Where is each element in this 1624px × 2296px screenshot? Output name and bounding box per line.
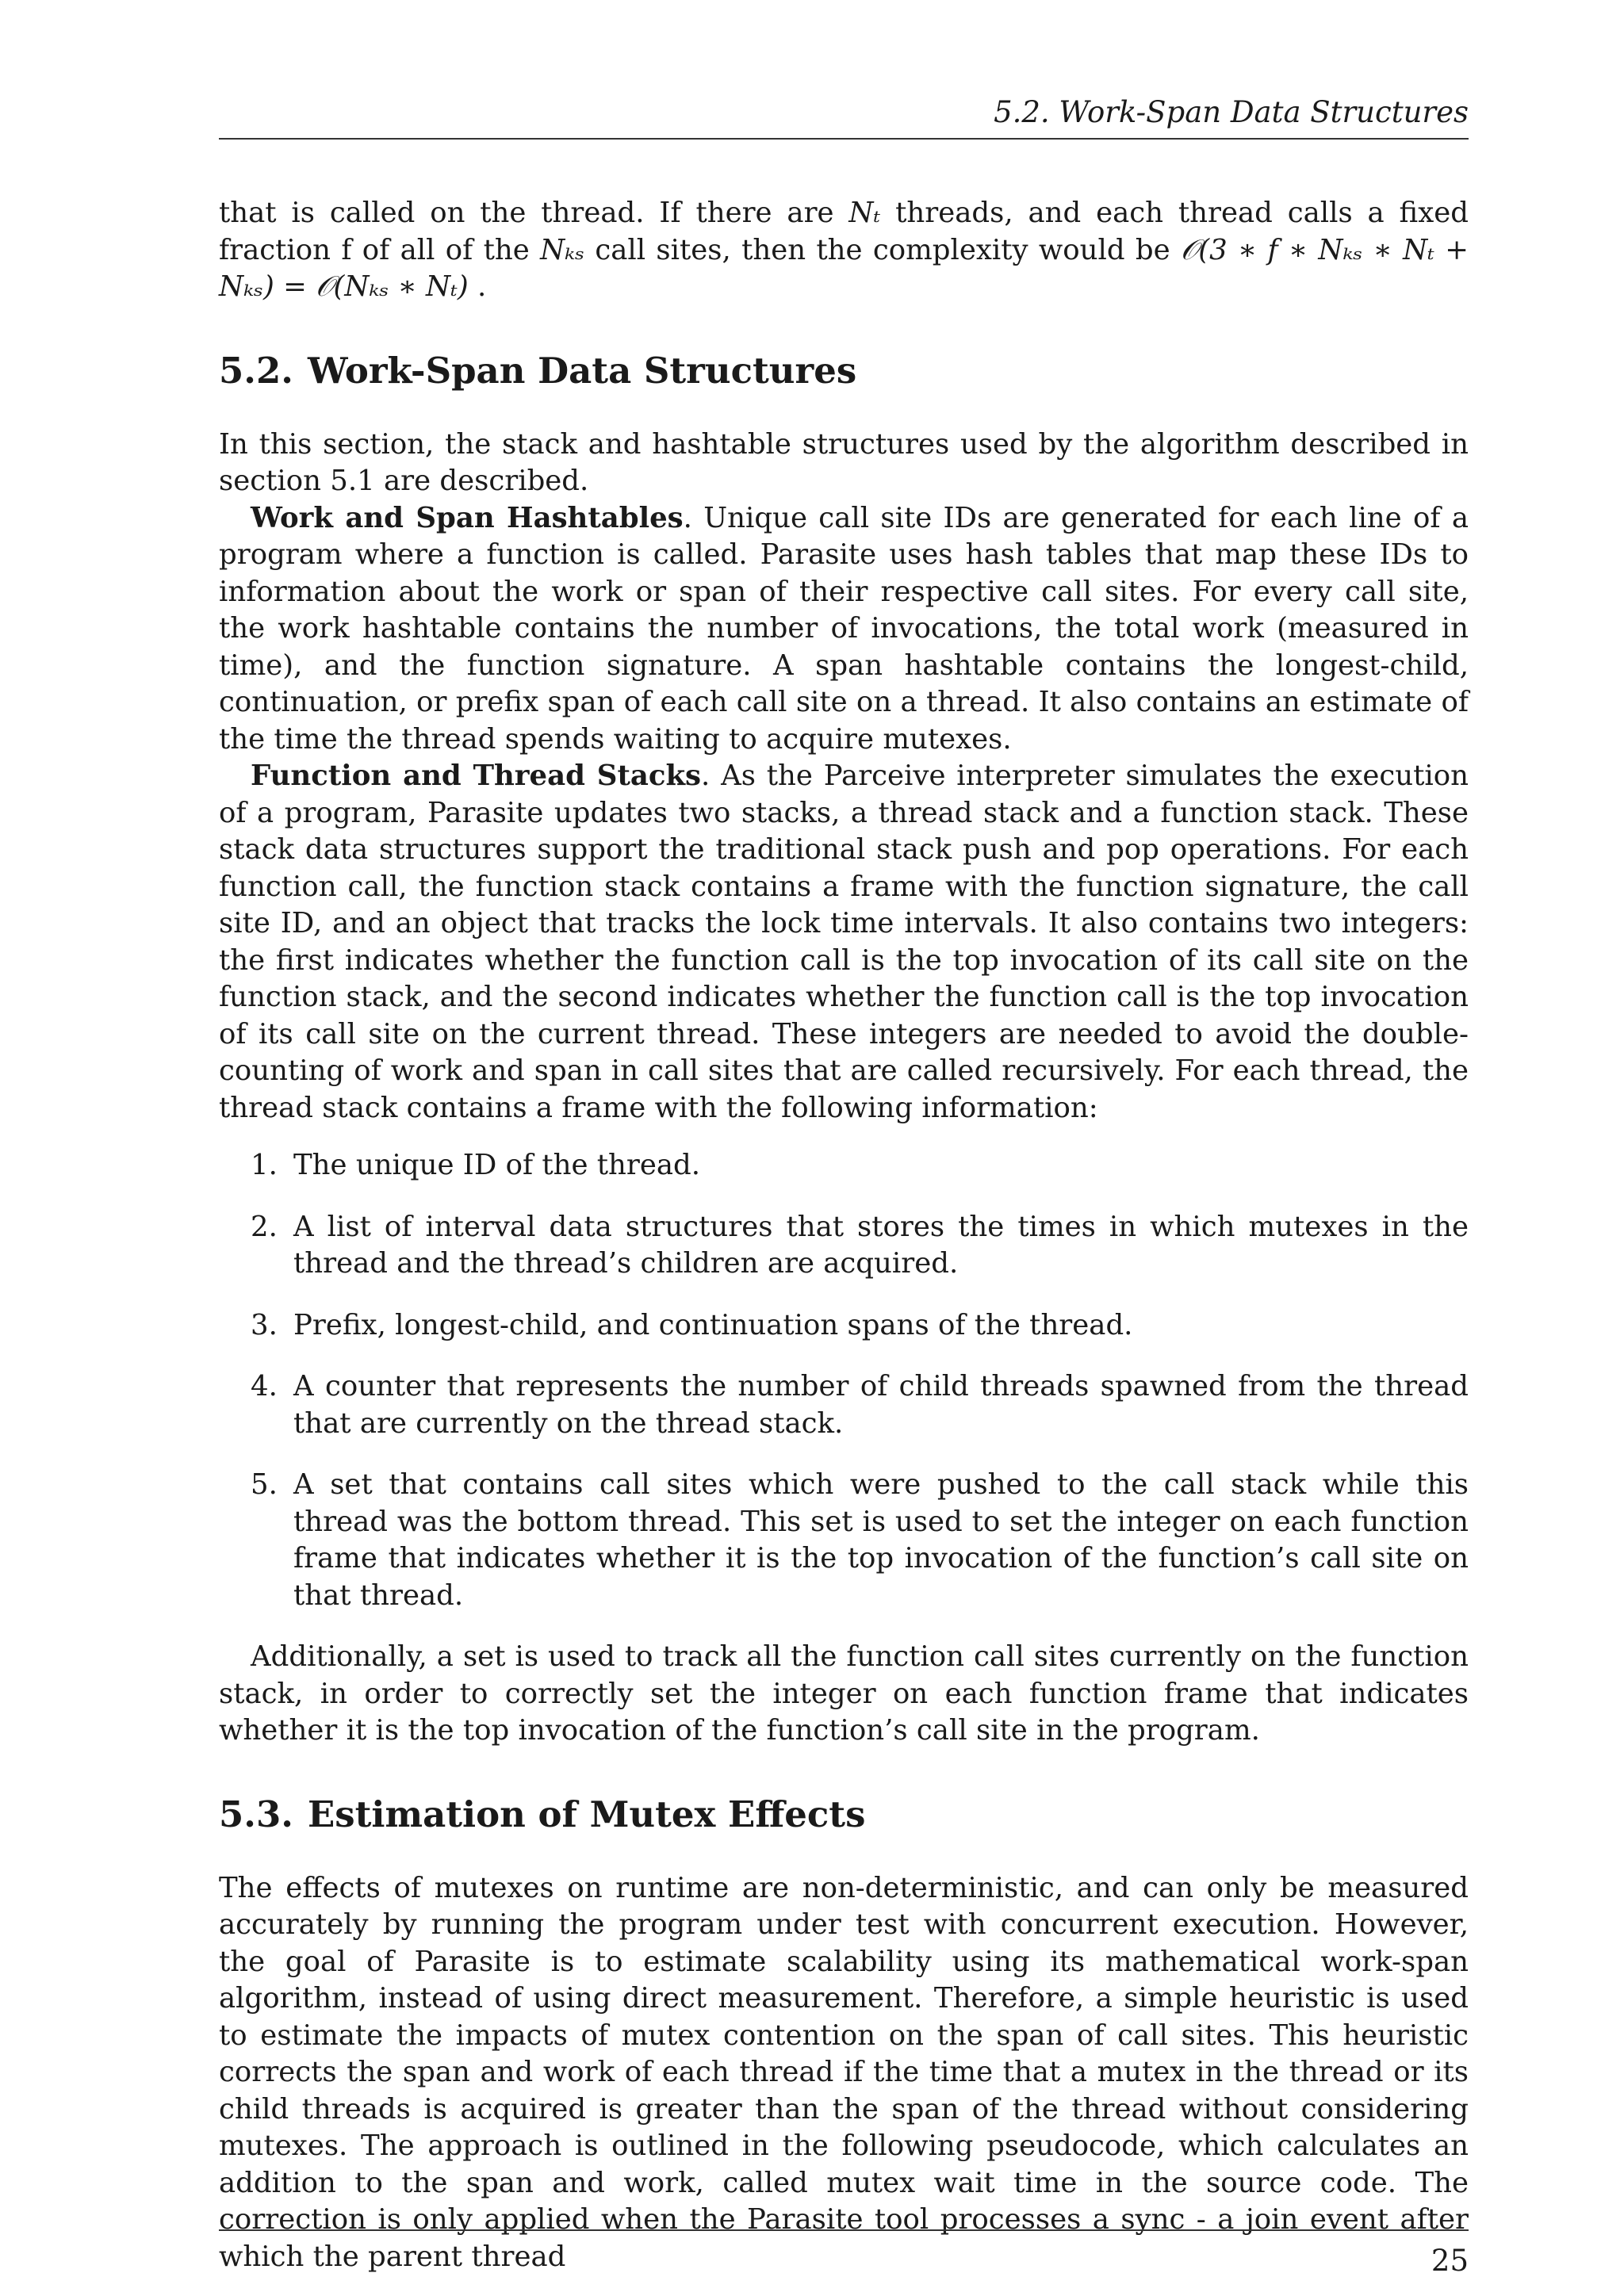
- list-item: 5. A set that contains call sites which were pushed to the call stack while this thread was the bottom thread. This set is used to set the integer on each function frame that indicates whether it is the top invocation of the function’s call site on that thread.: [251, 1468, 1469, 1612]
- list-marker: 4.: [251, 1370, 278, 1402]
- list-marker: 3.: [251, 1308, 278, 1341]
- stacks-paragraph: Function and Thread Stacks. As the Parceive interpreter simulates the execution of a program, Parasite updates two stacks, a thread stack and a function stack. These stack data structures support the traditional stack push and pop operations. For each function call, the function stack contains a frame with the function signature, the call site ID, and an object that tracks the lock time intervals. It also contains two integers: the first indicates whether the function call is the top invocation of its call site on the function stack, and the second indicates whether the function call is the top invocation of its call site on the current thread. These integers are needed to avoid the double-counting of work and span in call sites that are called recursively. For each thread, the thread stack contains a frame with the following information:: [219, 760, 1469, 1124]
- list-item: 4. A counter that represents the number of child threads spawned from the thread that are currently on the thread stack.: [251, 1370, 1469, 1440]
- header-rule: [219, 138, 1469, 140]
- mutex-paragraph: The effects of mutexes on runtime are non-deterministic, and can only be measured accurately by running the program under test with concurrent execution. However, the goal of Parasite is to estimate scalability using its mathematical work-span algorithm, instead of using direct measurement. Therefore, a simple heuristic is used to estimate the impacts of mutex contention on the span of call sites. This heuristic corrects the span and work of each thread if the time that a mutex in the thread or its child threads is acquired is greater than the span of the thread without considering mutexes. The approach is outlined in the following pseudocode, which calculates an addition to the span and work, called mutex wait time in the source code. The correction is only applied when the Parasite tool processes a sync - a join event after which the parent thread: [219, 1871, 1469, 2273]
- footer-rule: [219, 2229, 1469, 2231]
- list-marker: 1.: [251, 1149, 278, 1181]
- section-intro-paragraph: In this section, the stack and hashtable structures used by the algorithm described in section 5.1 are described.: [219, 427, 1469, 497]
- section-heading-5-3: [219, 1793, 1469, 1837]
- running-header: 5.2. Work-Span Data Structures: [994, 95, 1469, 129]
- continuation-paragraph: that is called on the thread. If there are Nₜ threads, and each thread calls a fixed fraction f of all of the Nₖₛ call sites, then the complexity would be 𝒪(3 ∗ f ∗ Nₖₛ ∗ Nₜ + Nₖₛ) = 𝒪(Nₖₛ ∗ Nₜ) .: [219, 197, 1469, 303]
- math-nt: Nₜ: [848, 197, 881, 229]
- section-number: 5.3.: [219, 1793, 293, 1835]
- run-in-heading: Work and Span Hashtables: [251, 501, 684, 534]
- complexity-formula: 𝒪(3 ∗ f ∗ Nₖₛ ∗ Nₜ + Nₖₛ) = 𝒪(Nₖₛ ∗ Nₜ): [219, 233, 1469, 303]
- section-title: Work-Span Data Structures: [307, 349, 857, 392]
- list-item: 2. A list of interval data structures that stores the times in which mutexes in the thread and the thread’s children are acquired.: [251, 1210, 1469, 1280]
- page-body: [219, 195, 1469, 2275]
- section-title: Estimation of Mutex Effects: [307, 1793, 866, 1835]
- page-number: 25: [1431, 2244, 1469, 2278]
- list-item: 1. The unique ID of the thread.: [219, 1147, 1469, 1184]
- hashtables-paragraph: Work and Span Hashtables. Unique call site IDs are generated for each line of a program where a function is called. Parasite uses hash tables that map these IDs to information about the work or span of their respective call sites. For every call site, the work hashtable contains the number of invocations, the total work (measured in time), and the function signature. A span hashtable contains the longest-child, continuation, or prefix span of each call site on a thread. It also contains an estimate of the time the thread spends waiting to acquire mutexes.: [219, 501, 1469, 756]
- math-ncs: Nₖₛ: [540, 233, 585, 266]
- list-marker: 5.: [251, 1468, 278, 1501]
- list-marker: 2.: [251, 1210, 278, 1243]
- thread-frame-list: [219, 1147, 1469, 1614]
- section-number: 5.2.: [219, 349, 293, 392]
- list-item: 3. Prefix, longest-child, and continuation spans of the thread.: [219, 1307, 1469, 1345]
- closing-paragraph: Additionally, a set is used to track all the function call sites currently on the function stack, in order to correctly set the integer on each function frame that indicates whether it is the top invocation of the function’s call site in the program.: [219, 1640, 1469, 1747]
- section-heading-5-2: [219, 349, 1469, 393]
- run-in-heading: Function and Thread Stacks: [251, 760, 702, 792]
